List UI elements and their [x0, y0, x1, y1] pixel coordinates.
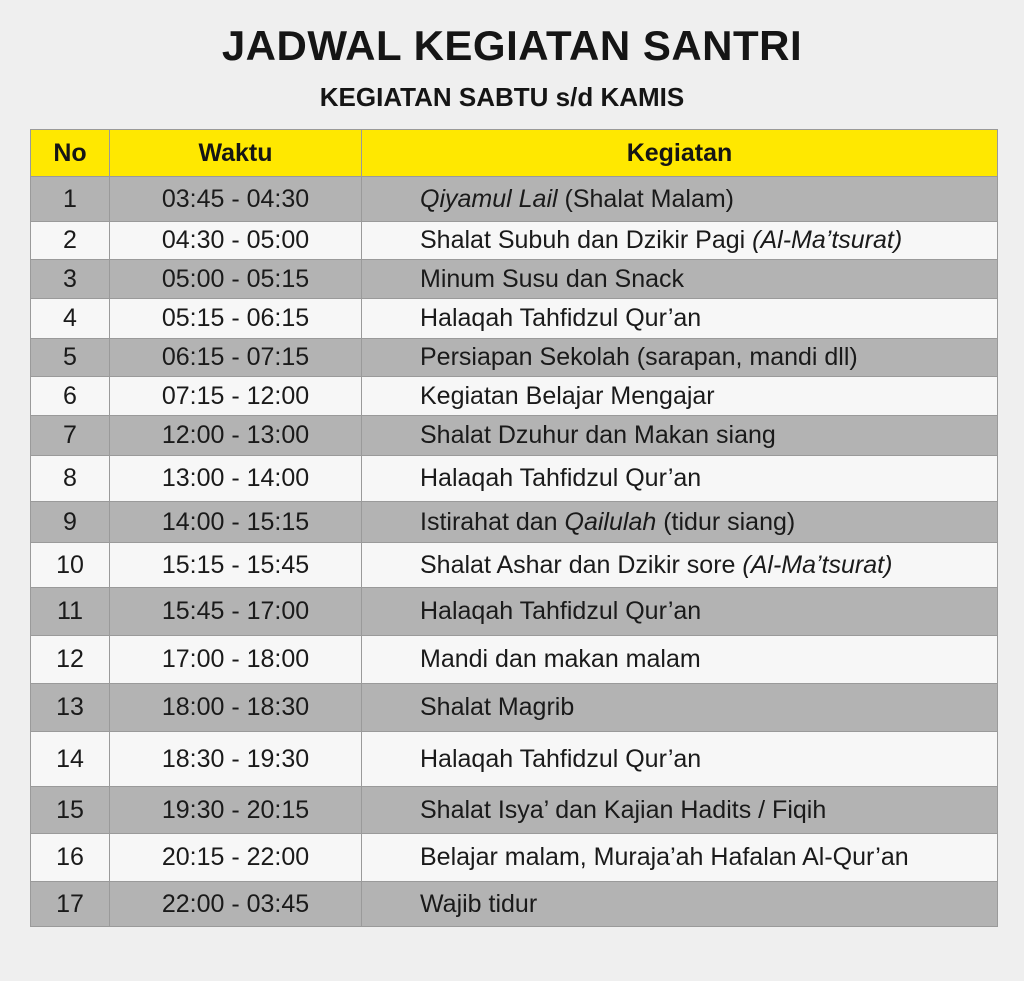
row-activity — [362, 299, 998, 339]
activity-text-segment: Shalat Ashar dan Dzikir sore — [420, 550, 743, 579]
activity-text-segment: Halaqah Tahfidzul Qur’an — [420, 597, 702, 625]
row-time: 06:15 - 07:15 — [110, 339, 362, 377]
row-number: 8 — [31, 456, 110, 502]
activity-text-segment: Shalat Isya’ dan Kajian Hadits / Fiqih — [420, 795, 827, 824]
row-time: 22:00 - 03:45 — [110, 882, 362, 927]
table-row — [31, 787, 998, 834]
activity-text-segment: (Al-Ma’tsurat) — [752, 226, 903, 254]
row-activity — [362, 456, 998, 502]
row-activity — [362, 177, 998, 222]
row-activity — [362, 416, 998, 456]
row-time: 17:00 - 18:00 — [110, 636, 362, 684]
row-number: 12 — [31, 636, 110, 684]
table-row — [31, 177, 998, 222]
row-number: 5 — [31, 339, 110, 377]
column-header-time: Waktu — [110, 130, 362, 177]
activity-text-segment: Wajib tidur — [420, 889, 538, 918]
table-row — [31, 416, 998, 456]
row-time: 05:00 - 05:15 — [110, 260, 362, 299]
table-row — [31, 882, 998, 927]
row-activity — [362, 377, 998, 416]
row-number: 17 — [31, 882, 110, 927]
row-number: 2 — [31, 222, 110, 260]
row-time: 12:00 - 13:00 — [110, 416, 362, 456]
row-time: 14:00 - 15:15 — [110, 502, 362, 543]
row-activity — [362, 502, 998, 543]
row-number: 16 — [31, 834, 110, 882]
row-number: 4 — [31, 299, 110, 339]
row-time: 15:45 - 17:00 — [110, 588, 362, 636]
row-time: 20:15 - 22:00 — [110, 834, 362, 882]
activity-text-segment: Halaqah Tahfidzul Qur’an — [420, 464, 702, 492]
row-time: 04:30 - 05:00 — [110, 222, 362, 260]
table-row — [31, 260, 998, 299]
activity-text-segment: Istirahat dan — [420, 507, 565, 536]
row-number: 14 — [31, 732, 110, 787]
row-activity — [362, 222, 998, 260]
page-title: JADWAL KEGIATAN SANTRI — [221, 22, 803, 69]
activity-text-segment: Belajar malam, Muraja’ah Hafalan Al-Qur’an — [420, 843, 909, 871]
column-header-activity: Kegiatan — [362, 130, 998, 177]
row-number: 11 — [31, 588, 110, 636]
activity-text-segment: (Shalat Malam) — [557, 184, 735, 213]
table-row — [31, 732, 998, 787]
column-header-no: No — [31, 130, 110, 177]
table-row — [31, 834, 998, 882]
row-activity — [362, 684, 998, 732]
row-number: 7 — [31, 416, 110, 456]
table-row — [31, 299, 998, 339]
row-time: 07:15 - 12:00 — [110, 377, 362, 416]
table-row — [31, 684, 998, 732]
activity-text-segment: Minum Susu dan Snack — [420, 264, 685, 293]
row-activity — [362, 834, 998, 882]
row-number: 9 — [31, 502, 110, 543]
row-number: 1 — [31, 177, 110, 222]
table-row — [31, 456, 998, 502]
activity-text-segment: (Al-Ma’tsurat) — [742, 550, 893, 579]
row-time: 18:30 - 19:30 — [110, 732, 362, 787]
row-activity — [362, 882, 998, 927]
schedule-table — [30, 129, 998, 927]
row-number: 15 — [31, 787, 110, 834]
activity-text-segment: Shalat Magrib — [420, 693, 575, 721]
table-row — [31, 588, 998, 636]
table-row — [31, 636, 998, 684]
row-time: 05:15 - 06:15 — [110, 299, 362, 339]
table-row — [31, 339, 998, 377]
row-activity — [362, 260, 998, 299]
row-activity — [362, 636, 998, 684]
activity-text-segment: Kegiatan Belajar Mengajar — [420, 381, 715, 410]
row-number: 3 — [31, 260, 110, 299]
table-row — [31, 543, 998, 588]
row-time: 03:45 - 04:30 — [110, 177, 362, 222]
row-time: 15:15 - 15:45 — [110, 543, 362, 588]
row-number: 10 — [31, 543, 110, 588]
activity-text-segment: (tidur siang) — [656, 507, 796, 536]
table-row — [31, 377, 998, 416]
header-row — [31, 130, 998, 177]
page-subtitle: KEGIATAN SABTU s/d KAMIS — [319, 82, 685, 112]
row-time: 18:00 - 18:30 — [110, 684, 362, 732]
row-activity — [362, 543, 998, 588]
activity-text-segment: Persiapan Sekolah (sarapan, mandi dll) — [420, 343, 858, 371]
activity-text-segment: Halaqah Tahfidzul Qur’an — [420, 304, 702, 332]
row-activity — [362, 339, 998, 377]
table-row — [31, 222, 998, 260]
row-activity — [362, 732, 998, 787]
schedule-body — [31, 177, 998, 927]
activity-text-segment: Mandi dan makan malam — [420, 645, 701, 673]
row-number: 13 — [31, 684, 110, 732]
activity-text-segment: Qiyamul Lail — [420, 184, 558, 213]
table-row — [31, 502, 998, 543]
row-activity — [362, 588, 998, 636]
row-activity — [362, 787, 998, 834]
activity-text-segment: Shalat Subuh dan Dzikir Pagi — [420, 226, 753, 254]
activity-text-segment: Halaqah Tahfidzul Qur’an — [420, 744, 702, 773]
row-time: 19:30 - 20:15 — [110, 787, 362, 834]
activity-text-segment: Shalat Dzuhur dan Makan siang — [420, 421, 776, 449]
row-number: 6 — [31, 377, 110, 416]
activity-text-segment: Qailulah — [564, 507, 657, 536]
row-time: 13:00 - 14:00 — [110, 456, 362, 502]
